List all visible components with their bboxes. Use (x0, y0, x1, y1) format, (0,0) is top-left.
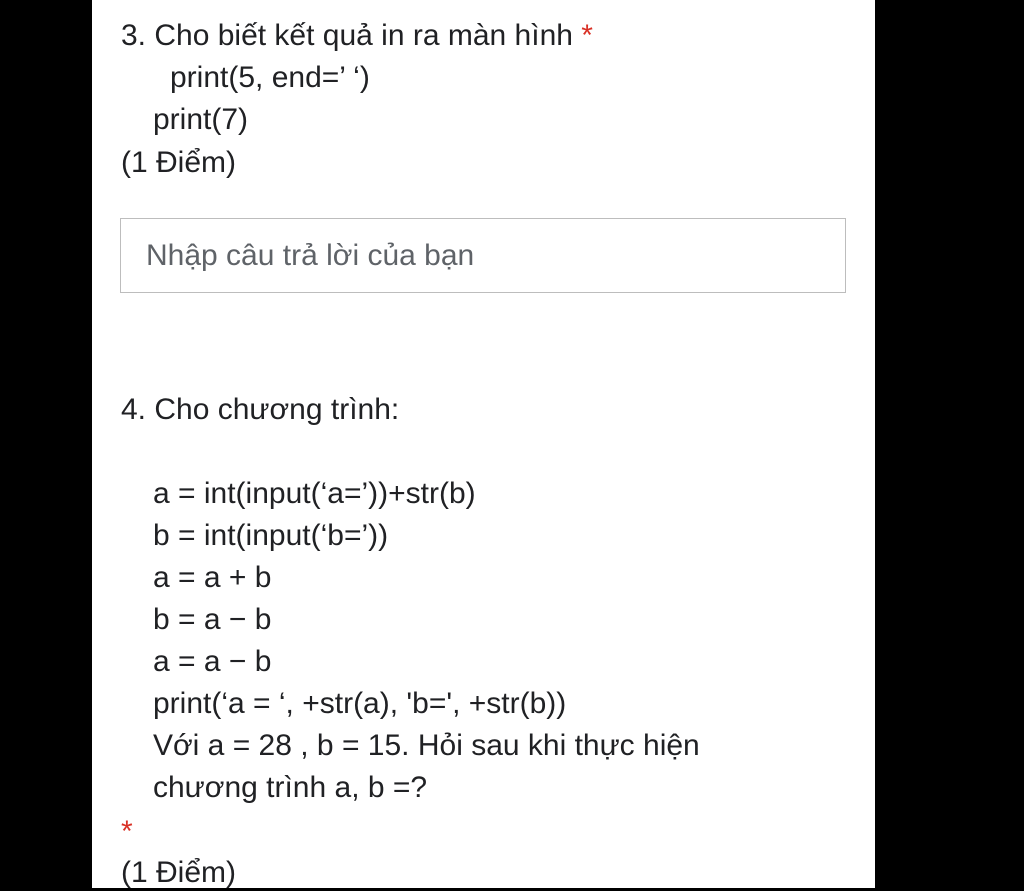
question-3-answer-box[interactable] (120, 218, 846, 293)
question-3-points: (1 Điểm) (121, 146, 237, 179)
question-4-title: 4. Cho chương trình: (121, 393, 400, 426)
question-4-points: (1 Điểm) (121, 856, 237, 889)
question-4-text-line-1: Với a = 28 , b = 15. Hỏi sau khi thực hiện (153, 729, 700, 762)
question-4-text-line-2: chương trình a, b =? (153, 771, 428, 804)
question-3-code-line-1: print(5, end=’ ‘) (170, 61, 370, 94)
question-3-title-row (121, 18, 593, 54)
form-page (92, 0, 875, 888)
question-4-code-line-1: a = int(input(‘a=’))+str(b) (153, 477, 476, 510)
required-star: * (121, 815, 133, 848)
question-3-code-line-2: print(7) (153, 103, 249, 136)
question-4-code-line-3: a = a + b (153, 561, 272, 594)
question-4-code-line-5: a = a − b (153, 645, 272, 678)
question-4-code-line-2: b = int(input(‘b=’)) (153, 519, 389, 552)
question-4-code-line-4: b = a − b (153, 603, 272, 636)
required-star: * (581, 19, 593, 52)
question-4-code-line-6: print(‘a = ‘, +str(a), 'b=', +str(b)) (153, 687, 567, 720)
question-3-answer-input[interactable] (121, 219, 845, 292)
question-3-title: 3. Cho biết kết quả in ra màn hình (121, 19, 573, 52)
